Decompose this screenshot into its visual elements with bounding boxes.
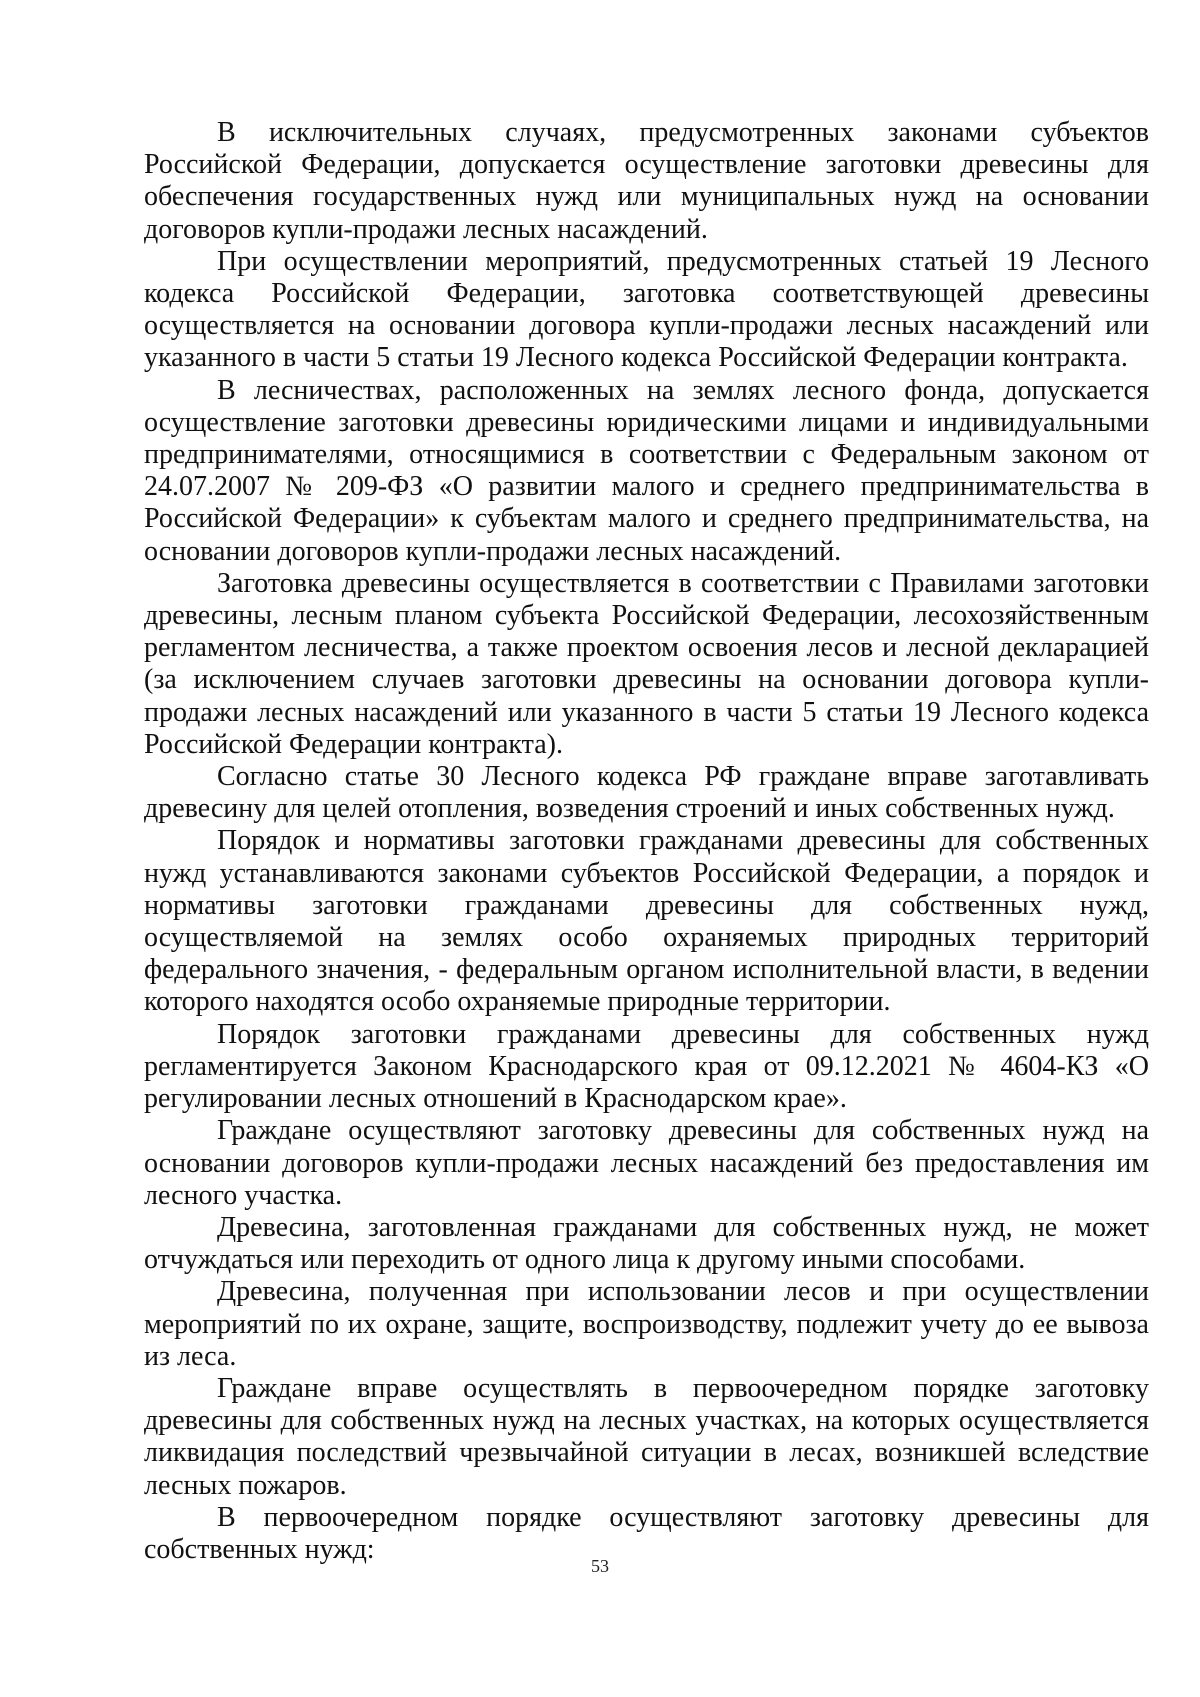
paragraph-priority-list: В первоочередном порядке осуществляют заготовку древесины для собственных нужд: [144,1501,1149,1565]
paragraph-harvest-rules: Заготовка древесины осуществляется в соответствии с Правилами заготовки древесины, лесным планом субъекта Российской Федерации, лесохозяйственным регламентом лесничества, а также проектом освоения лесов и лесной декларацией (за исключением случаев заготовки древесины на основании договора купли-продажи лесных насаждений или указанного в части 5 статьи 19 Лесного кодекса Российской Федерации контракта). [144,567,1149,760]
paragraph-norms: Порядок и нормативы заготовки гражданами древесины для собственных нужд устанавливаются законами субъектов Российской Федерации, а порядок и нормативы заготовки гражданами древесины для собственных нужд, осуществляемой на землях особо охраняемых природных территорий федерального значения, - федеральным органом исполнительной власти, в ведении которого находятся особо охраняемые природные территории. [144,825,1149,1018]
paragraph-accounting: Древесина, полученная при использовании лесов и при осуществлении мероприятий по их охране, защите, воспроизводству, подлежит учету до ее вывоза из леса. [144,1276,1149,1372]
paragraph-small-business: В лесничествах, расположенных на землях лесного фонда, допускается осуществление заготовки древесины юридическими лицами и индивидуальными предпринимателями, относящимися в соответствии с Федеральным законом от 24.07.2007 № 209-ФЗ «О развитии малого и среднего предпринимательства в Российской Федерации» к субъектам малого и среднего предпринимательства, на основании договоров купли-продажи лесных насаждений. [144,374,1149,567]
paragraph-priority-fire: Граждане вправе осуществлять в первоочередном порядке заготовку древесины для собственных нужд на лесных участках, на которых осуществляется ликвидация последствий чрезвычайной ситуации в лесах, возникшей вследствие лесных пожаров. [144,1372,1149,1501]
paragraph-krasnodar-law: Порядок заготовки гражданами древесины для собственных нужд регламентируется Законом Краснодарского края от 09.12.2021 № 4604-КЗ «О регулировании лесных отношений в Краснодарском крае». [144,1018,1149,1115]
paragraph-exceptional-cases: В исключительных случаях, предусмотренных законами субъектов Российской Федерации, допускается осуществление заготовки древесины для обеспечения государственных нужд или муниципальных нужд на основании договоров купли-продажи лесных насаждений. [144,117,1149,245]
paragraph-article-30: Согласно статье 30 Лесного кодекса РФ граждане вправе заготавливать древесину для целей отопления, возведения строений и иных собственных нужд. [144,761,1149,825]
page-number: 53 [591,1556,609,1576]
body-text [144,117,1149,1566]
paragraph-citizens-contracts: Граждане осуществляют заготовку древесины для собственных нужд на основании договоров купли-продажи лесных насаждений без предоставления им лесного участка. [144,1115,1149,1211]
paragraph-article-19: При осуществлении мероприятий, предусмотренных статьей 19 Лесного кодекса Российской Федерации, заготовка соответствующей древесины осуществляется на основании договора купли-продажи лесных насаждений или указанного в части 5 статьи 19 Лесного кодекса Российской Федерации контракта. [144,245,1149,374]
paragraph-no-alienation: Древесина, заготовленная гражданами для собственных нужд, не может отчуждаться или переходить от одного лица к другому иными способами. [144,1211,1149,1276]
